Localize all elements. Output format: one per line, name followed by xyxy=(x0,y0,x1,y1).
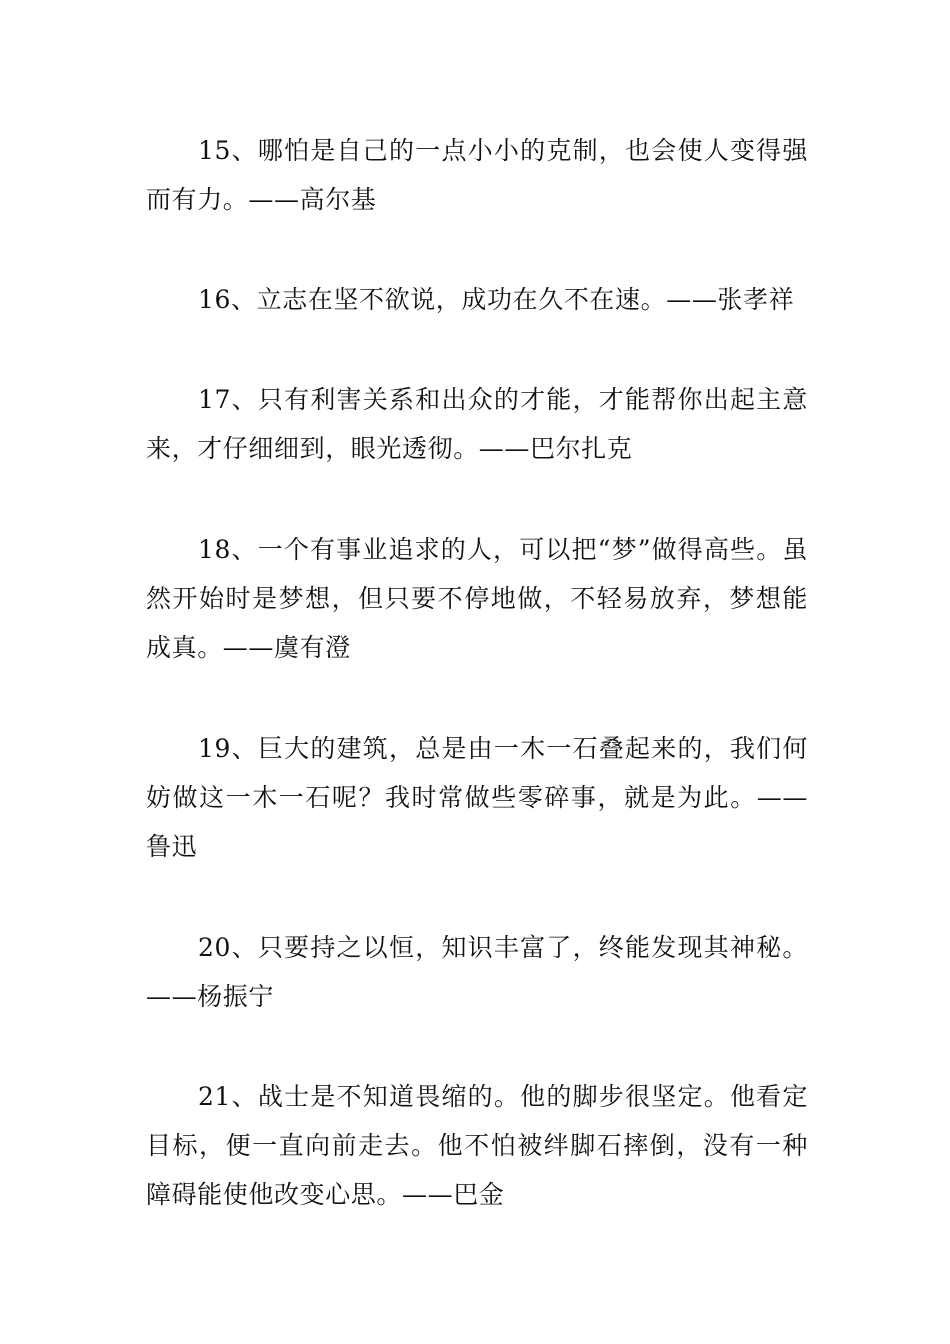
quote-paragraph-16: 16、立志在坚不欲说，成功在久不在速。——张孝祥 xyxy=(198,285,795,314)
quote-paragraph-18: 18、一个有事业追求的人，可以把“梦”做得高些。虽然开始时是梦想，但只要不停地做，不轻易放弃，梦想能成真。——虞有澄 xyxy=(146,535,808,662)
quote-paragraph-17: 17、只有利害关系和出众的才能，才能帮你出起主意来，才仔细细到，眼光透彻。——巴尔扎克 xyxy=(146,385,808,463)
quote-paragraph-15: 15、哪怕是自己的一点小小的克制，也会使人变得强而有力。——高尔基 xyxy=(146,136,808,214)
quote-paragraph-21: 21、战士是不知道畏缩的。他的脚步很坚定。他看定目标，便一直向前走去。他不怕被绊脚石摔倒，没有一种障碍能使他改变心思。——巴金 xyxy=(146,1082,808,1209)
quote-paragraph-19: 19、巨大的建筑，总是由一木一石叠起来的，我们何妨做这一木一石呢？我时常做些零碎事，就是为此。——鲁迅 xyxy=(146,734,808,861)
quote-paragraph-20: 20、只要持之以恒，知识丰富了，终能发现其神秘。——杨振宁 xyxy=(146,933,808,1011)
